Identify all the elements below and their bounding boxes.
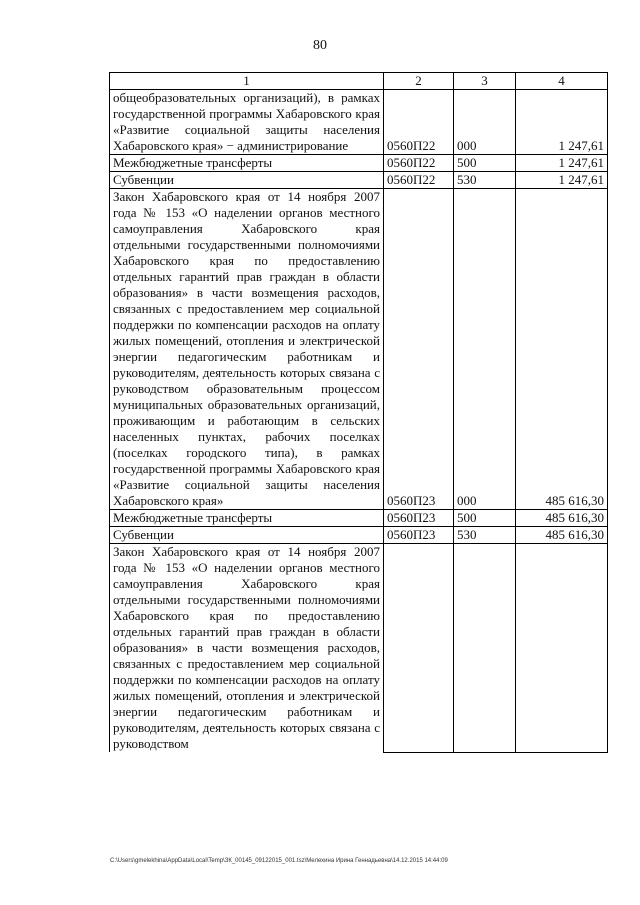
row-amount: 485 616,30	[516, 510, 608, 527]
row-expense-kind	[454, 544, 516, 753]
row-amount: 1 247,61	[516, 155, 608, 172]
row-expense-kind: 530	[454, 172, 516, 189]
row-expense-kind: 000	[454, 90, 516, 155]
column-header-2: 2	[384, 73, 454, 90]
row-target-code: 0560П23	[384, 510, 454, 527]
table-row	[110, 527, 608, 544]
row-target-code: 0560П23	[384, 189, 454, 510]
row-description: Субвенции	[110, 527, 384, 544]
row-target-code	[384, 544, 454, 753]
row-amount: 1 247,61	[516, 172, 608, 189]
row-target-code: 0560П22	[384, 172, 454, 189]
row-target-code: 0560П22	[384, 90, 454, 155]
row-expense-kind: 000	[454, 189, 516, 510]
row-expense-kind: 500	[454, 510, 516, 527]
table-row	[110, 155, 608, 172]
row-description: Закон Хабаровского края от 14 ноября 2007 года № 153 «О наделении органов местного самоуправления Хабаровского края отдельными государственными полномочиями Хабаровского края по предоставлению отдельных гарантий прав граждан в области образования» в части возмещения расходов, связанных с предоставлением мер социальной поддержки по компенсации расходов на оплату жилых помещений, отопления и электрической энергии педагогическим работникам и руководителям, деятельность которых связана с руководством	[110, 544, 384, 753]
row-description: Межбюджетные трансферты	[110, 510, 384, 527]
row-description: Закон Хабаровского края от 14 ноября 2007 года № 153 «О наделении органов местного самоуправления Хабаровского края отдельными государственными полномочиями Хабаровского края по предоставлению отдельных гарантий прав граждан в области образования» в части возмещения расходов, связанных с предоставлением мер социальной поддержки по компенсации расходов на оплату жилых помещений, отопления и электрической энергии педагогическим работникам и руководителям, деятельность которых связана с руководством образовательным процессом муниципальных образовательных организаций, проживающим и работающим в сельских населенных пунктах, рабочих поселках (поселках городского типа), в рамках государственной программы Хабаровского края «Развитие социальной защиты населения Хабаровского края»	[110, 189, 384, 510]
table-row	[110, 172, 608, 189]
column-header-4: 4	[516, 73, 608, 90]
row-amount: 1 247,61	[516, 90, 608, 155]
budget-table	[109, 72, 608, 753]
row-description: общеобразовательных организаций), в рамках государственной программы Хабаровского края «Развитие социальной защиты населения Хабаровского края» − администрирование	[110, 90, 384, 155]
page-number: 80	[313, 38, 327, 53]
column-header-1: 1	[110, 73, 384, 90]
table-row	[110, 544, 608, 753]
table-row	[110, 90, 608, 155]
row-amount	[516, 544, 608, 753]
row-description: Межбюджетные трансферты	[110, 155, 384, 172]
column-header-3: 3	[454, 73, 516, 90]
row-description: Субвенции	[110, 172, 384, 189]
document-path-footer: C:\Users\gmelekhina\AppData\Local\Temp\ЗК_00145_09122015_001.tsz\Мелехина Ирина Геннадьевна\14.12.2015 14:44:09	[110, 858, 448, 864]
row-target-code: 0560П22	[384, 155, 454, 172]
row-amount: 485 616,30	[516, 527, 608, 544]
table-row	[110, 189, 608, 510]
row-expense-kind: 530	[454, 527, 516, 544]
row-amount: 485 616,30	[516, 189, 608, 510]
table-row	[110, 510, 608, 527]
table-header-row	[110, 73, 608, 90]
row-target-code: 0560П23	[384, 527, 454, 544]
row-expense-kind: 500	[454, 155, 516, 172]
